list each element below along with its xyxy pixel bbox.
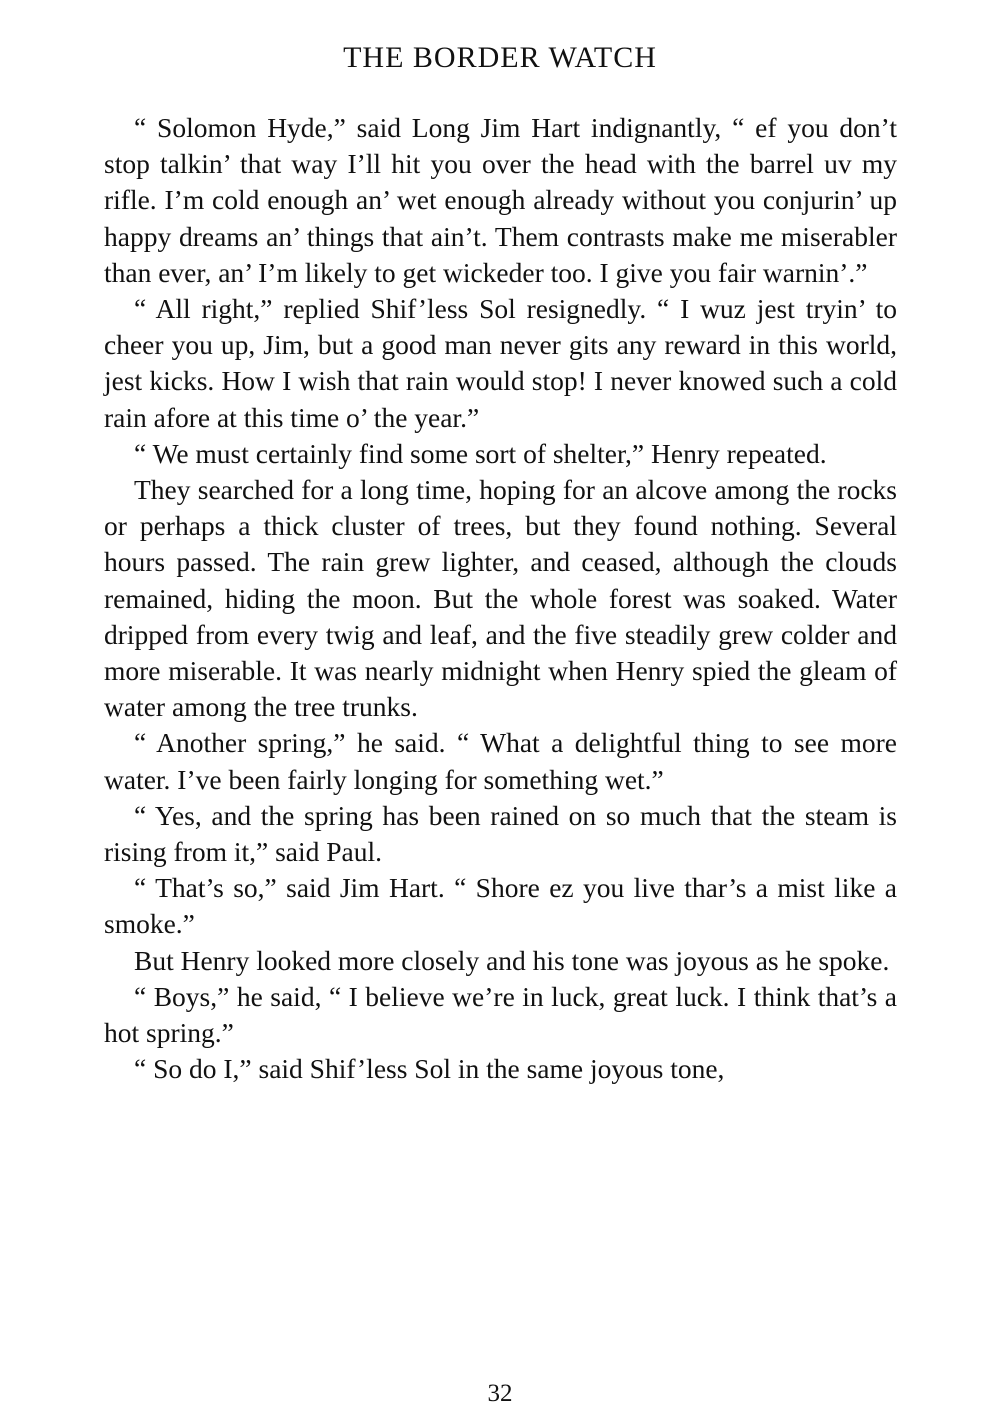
paragraph: “ Another spring,” he said. “ What a delightful thing to see more water. I’ve been fairly longing for something wet.” (104, 727, 897, 795)
paragraph: “ Solomon Hyde,” said Long Jim Hart indignantly, “ ef you don’t stop talkin’ that way I’ll hit you over the head with the barrel uv my rifle. I’m cold enough an’ wet enough already without you conjurin’ up happy dreams an’ things that ain’t. Them contrasts make me miserabler than ever, an’ I’m likely to get wickeder too. I give you fair warnin’.” (104, 112, 897, 288)
paragraph: They searched for a long time, hoping for an alcove among the rocks or perhaps a thick cluster of trees, but they found nothing. Several hours passed. The rain grew lighter, and ceased, although the clouds remained, hiding the moon. But the whole forest was soaked. Water dripped from every twig and leaf, and the five steadily grew colder and more miserable. It was nearly midnight when Henry spied the gleam of water among the tree trunks. (104, 474, 897, 723)
paragraph: “ That’s so,” said Jim Hart. “ Shore ez you live thar’s a mist like a smoke.” (104, 872, 897, 940)
paragraph: “ We must certainly find some sort of shelter,” Henry repeated. (134, 437, 827, 469)
paragraph: “ All right,” replied Shif’less Sol resignedly. “ I wuz jest tryin’ to cheer you up, Jim, but a good man never gits any reward in this world, jest kicks. How I wish that rain would stop! I never knowed such a cold rain afore at this time o’ the year.” (104, 293, 897, 433)
paragraph: “ Yes, and the spring has been rained on so much that the steam is rising from it,” said Paul. (104, 799, 897, 868)
paragraph: “ So do I,” said Shif’less Sol in the same joyous tone, (134, 1053, 725, 1085)
running-head: THE BORDER WATCH (343, 41, 657, 74)
page-number: 32 (487, 1380, 513, 1407)
paragraph: “ Boys,” he said, “ I believe we’re in luck, great luck. I think that’s a hot spring.” (104, 980, 897, 1049)
body-text (104, 110, 897, 1087)
paragraph: But Henry looked more closely and his tone was joyous as he spoke. (134, 944, 890, 976)
